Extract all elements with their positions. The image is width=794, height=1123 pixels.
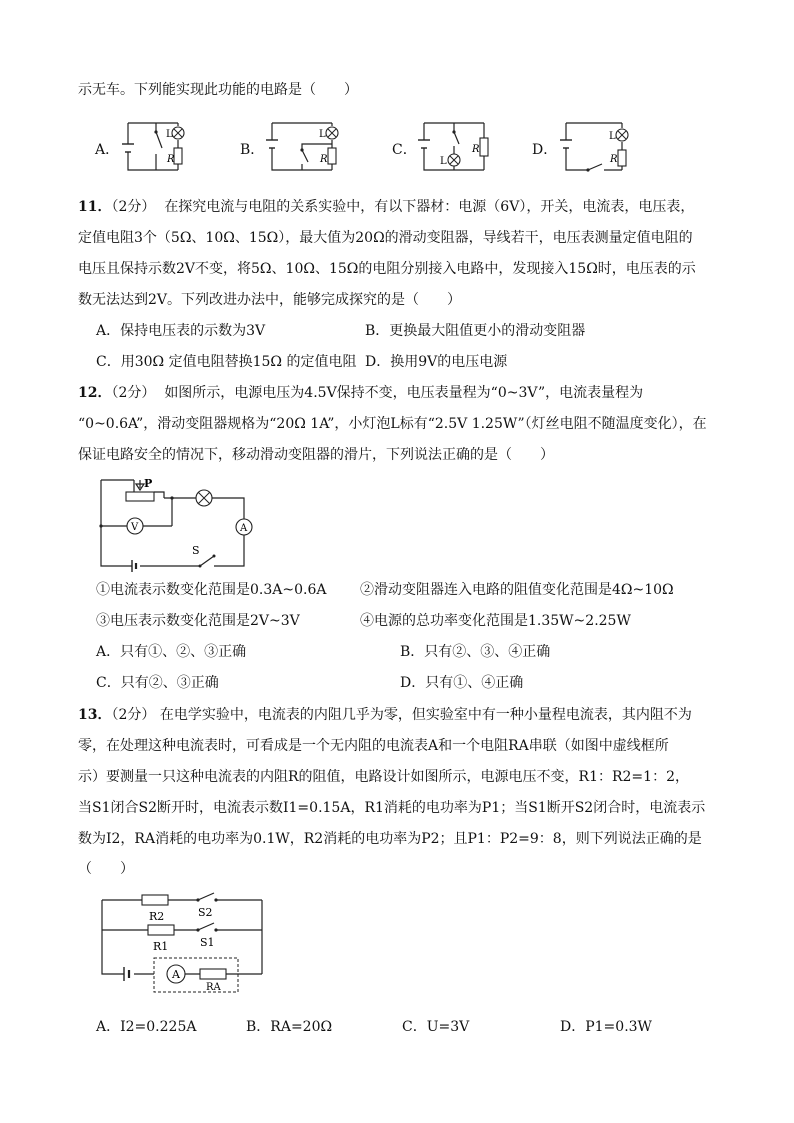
q12-option-c[interactable]: C．只有②、③正确 [96, 675, 219, 691]
q10-option-b-label[interactable]: B． [240, 142, 265, 158]
q12-score: （2分） [111, 385, 156, 401]
q12-option-a[interactable]: A．只有①、②、③正确 [96, 644, 247, 660]
q10-d-lamp-label: L [609, 131, 616, 142]
q10-circuit-c [414, 118, 494, 176]
q10-b-lamp-label: L [319, 129, 326, 140]
q12-statement-1: ①电流表示数变化范围是0.3A~0.6A [96, 582, 327, 598]
q13-s1-label: S1 [200, 936, 215, 949]
q13-stem-line-1 [78, 705, 692, 725]
q13-stem-line-3: 示）要测量一只这种电流表的内阻R的阻值，电路设计如图所示，电源电压不变，R1：R2=1：2， [78, 769, 689, 785]
q11-stem-line-3: 电压且保持示数2V不变，将5Ω、10Ω、15Ω的电阻分别接入电路中，发现接入15Ω时，电压表的示 [78, 261, 696, 277]
q12-option-d[interactable]: D．只有①、④正确 [400, 675, 524, 691]
q10-option-a-label[interactable]: A． [95, 142, 120, 158]
q10-option-d-label[interactable]: D． [532, 142, 558, 158]
q12-stem-line-2: “0~0.6A”，滑动变阻器规格为“20Ω 1A”，小灯泡L标有“2.5V 1.25W”（灯丝电阻不随温度变化），在 [78, 416, 707, 432]
q13-stem-line-4: 当S1闭合S2断开时，电流表示数I1=0.15A，R1消耗的电功率为P1；当S1断开S2闭合时，电流表示 [78, 800, 706, 816]
q12-slider-label: P [144, 477, 153, 490]
q13-stem-line-2: 零，在处理这种电流表时，可看成是一个无内阻的电流表A和一个电阻RA串联（如图中虚线框所 [78, 738, 669, 754]
q12-stem-line-1 [78, 383, 643, 403]
q10-d-resistor-label: R [610, 154, 618, 165]
q13-text-1: 在电学实验中，电流表的内阻几乎为零，但实验室中有一种小量程电流表，其内阻不为 [159, 707, 692, 723]
q11-option-c[interactable]: C．用30Ω 定值电阻替换15Ω 的定值电阻 [96, 354, 357, 370]
q12-circuit-diagram [96, 474, 256, 574]
q10-circuit-b [262, 118, 342, 176]
q10-tail: 示无车。下列能实现此功能的电路是（ ） [78, 82, 358, 98]
q12-stem-line-3: 保证电路安全的情况下，移动滑动变阻器的滑片，下列说法正确的是（ ） [78, 447, 554, 463]
q11-stem-line-1 [78, 197, 694, 217]
q10-circuit-a [118, 118, 198, 176]
q10-circuit-d [556, 118, 636, 176]
q11-option-a[interactable]: A．保持电压表的示数为3V [96, 323, 266, 339]
q12-ammeter-label: A [240, 523, 248, 534]
q13-circuit-diagram [98, 890, 268, 1010]
q13-score: （2分） [111, 707, 156, 723]
q11-option-b[interactable]: B．更换最大阻值更小的滑动变阻器 [365, 323, 586, 339]
q12-number: 12． [78, 385, 112, 401]
q10-a-lamp-label: L [166, 129, 173, 140]
q12-text-1: 如图所示，电源电压为4.5V保持不变，电压表量程为“0~3V”，电流表量程为 [164, 385, 644, 401]
q13-ra-label: RA [206, 982, 221, 993]
q10-option-c-label[interactable]: C． [392, 142, 417, 158]
q12-switch-label: S [192, 544, 200, 557]
q11-number: 11． [78, 199, 112, 215]
q10-a-resistor-label: R [167, 154, 175, 165]
q10-b-resistor-label: R [320, 154, 328, 165]
q13-number: 13． [78, 707, 112, 723]
q11-stem-line-4: 数无法达到2V。下列改进办法中，能够完成探究的是（ ） [78, 292, 462, 308]
q13-option-d[interactable]: D．P1=0.3W [560, 1019, 652, 1035]
q13-stem-line-6: （ ） [78, 861, 134, 877]
q11-option-d[interactable]: D．换用9V的电压电源 [365, 354, 508, 370]
q11-text-1: 在探究电流与电阻的关系实验中，有以下器材：电源（6V），开关，电流表，电压表， [164, 199, 695, 215]
q13-option-c[interactable]: C．U=3V [402, 1019, 470, 1035]
q13-ammeter-label: A [172, 968, 180, 981]
q13-option-a[interactable]: A．I2=0.225A [96, 1019, 197, 1035]
q11-stem-line-2: 定值电阻3个（5Ω、10Ω、15Ω），最大值为20Ω的滑动变阻器，导线若干，电压表测量定值电阻的 [78, 230, 693, 246]
q13-stem-line-5: 数为I2，RA消耗的电功率为0.1W，R2消耗的电功率为P2；且P1：P2=9：8，则下列说法正确的是 [78, 831, 702, 847]
q12-voltmeter-label: V [131, 522, 139, 533]
q12-statement-2: ②滑动变阻器连入电路的阻值变化范围是4Ω~10Ω [360, 582, 674, 598]
q11-score: （2分） [111, 199, 156, 215]
q10-c-lamp-label: L [440, 156, 447, 167]
q13-r1-label: R1 [153, 940, 169, 953]
q13-option-b[interactable]: B．RA=20Ω [246, 1019, 333, 1035]
q12-statement-4: ④电源的总功率变化范围是1.35W~2.25W [360, 613, 631, 629]
q10-c-resistor-label: R [472, 144, 480, 155]
q12-statement-3: ③电压表示数变化范围是2V~3V [96, 613, 300, 629]
q13-s2-label: S2 [198, 906, 213, 919]
q12-option-b[interactable]: B．只有②、③、④正确 [400, 644, 551, 660]
q13-r2-label: R2 [149, 910, 165, 923]
